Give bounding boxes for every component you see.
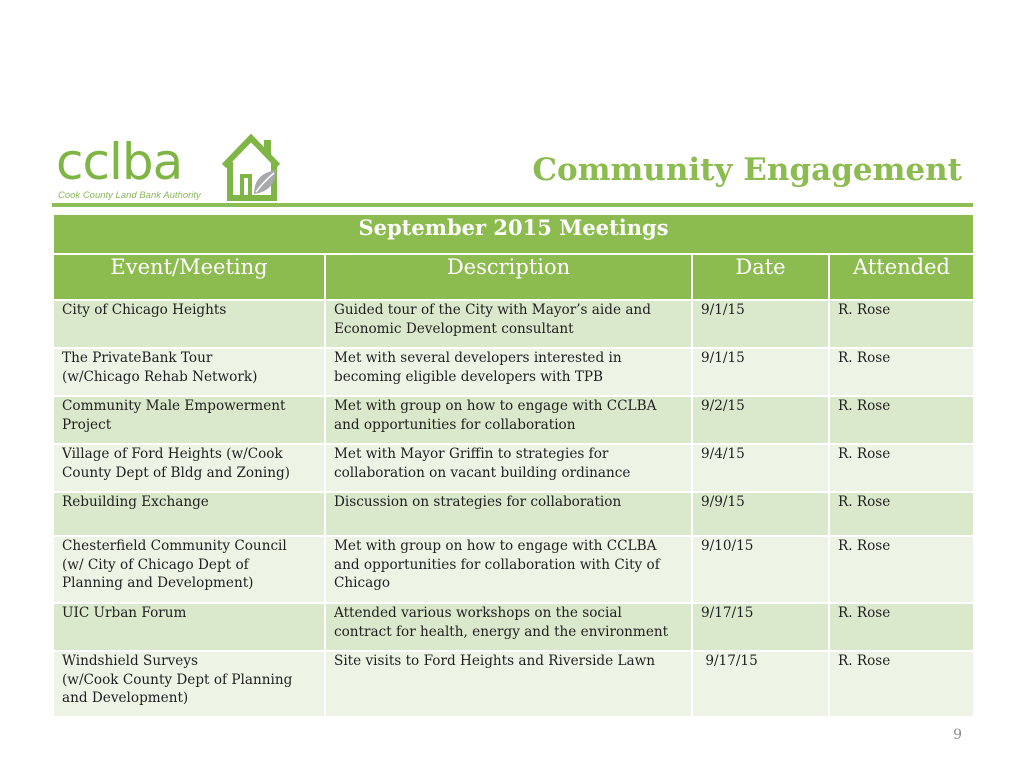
attended-cell: R. Rose [829,651,974,717]
cell-line: (w/ City of Chicago Dept of [62,556,249,573]
cell-line: Chicago [334,575,391,591]
attended-cell: R. Rose [829,536,974,603]
table-caption: September 2015 Meetings [53,214,974,254]
table-header-row [53,254,974,300]
attended-cell: R. Rose [829,396,974,444]
attended-cell: R. Rose [829,300,974,348]
title-divider [52,203,973,207]
cell-line: Chesterfield Community Council [62,538,287,554]
cell-line: Guided tour of the City with Mayor’s aide and [334,302,651,318]
cell-line: collaboration on vacant building ordinance [334,464,631,481]
cell-line: and opportunities for collaboration [334,416,576,433]
description-cell [325,651,692,717]
cell-line: and opportunities for collaboration with City of [334,556,660,573]
attended-cell: R. Rose [829,348,974,396]
table-row [53,396,974,444]
date-cell: 9/10/15 [692,536,829,603]
house-leaf-icon [220,132,282,204]
page-number: 9 [953,727,962,743]
meetings-table [52,213,975,718]
event-cell [53,492,325,536]
description-cell [325,603,692,651]
date-cell: 9/9/15 [692,492,829,536]
event-cell [53,536,325,603]
cell-line: (w/Chicago Rehab Network) [62,368,258,385]
table-row [53,300,974,348]
column-header-date: Date [692,254,829,300]
cell-line: (w/Cook County Dept of Planning [62,671,293,688]
column-header-event: Event/Meeting [53,254,325,300]
cell-line: Met with several developers interested in [334,350,622,366]
cclba-logo [56,132,282,206]
cell-line: Attended various workshops on the social [334,605,622,621]
cell-line: Site visits to Ford Heights and Riverside Lawn [334,653,656,669]
date-cell: 9/17/15 [692,651,829,717]
column-header-description: Description [325,254,692,300]
table-row [53,651,974,717]
attended-cell: R. Rose [829,492,974,536]
cell-line: City of Chicago Heights [62,302,227,318]
table-row [53,348,974,396]
table-caption-row [53,214,974,254]
attended-cell: R. Rose [829,444,974,492]
cell-line: Discussion on strategies for collaboration [334,494,622,510]
logo-subtitle: Cook County Land Bank Authority [58,190,201,201]
description-cell [325,348,692,396]
cell-line: Community Male Empowerment [62,398,286,414]
cell-line: County Dept of Bldg and Zoning) [62,464,290,481]
slide-title: Community Engagement [532,152,962,188]
cell-line: and Development) [62,690,189,706]
event-cell [53,348,325,396]
cell-line: contract for health, energy and the environment [334,623,669,640]
cell-line: Rebuilding Exchange [62,494,209,510]
event-cell [53,396,325,444]
cell-line: Met with group on how to engage with CCLBA [334,538,657,554]
cell-line: Economic Development consultant [334,320,574,337]
cell-line: Village of Ford Heights (w/Cook [62,446,283,462]
event-cell [53,651,325,717]
attended-cell: R. Rose [829,603,974,651]
cell-line: Planning and Development) [62,575,254,591]
description-cell [325,536,692,603]
logo-wordmark: cclba [56,133,183,191]
table-row [53,492,974,536]
event-cell [53,603,325,651]
description-cell [325,492,692,536]
table-row [53,444,974,492]
date-cell: 9/2/15 [692,396,829,444]
cell-line: Windshield Surveys [62,653,198,669]
description-cell [325,300,692,348]
column-header-attended: Attended [829,254,974,300]
cell-line: The PrivateBank Tour [62,350,213,366]
event-cell [53,300,325,348]
date-cell: 9/1/15 [692,300,829,348]
table-row [53,536,974,603]
date-cell: 9/1/15 [692,348,829,396]
cell-line: becoming eligible developers with TPB [334,368,604,385]
cell-line: Met with group on how to engage with CCLBA [334,398,657,414]
cell-line: Project [62,416,112,433]
event-cell [53,444,325,492]
description-cell [325,444,692,492]
date-cell: 9/17/15 [692,603,829,651]
date-cell: 9/4/15 [692,444,829,492]
description-cell [325,396,692,444]
table-row [53,603,974,651]
cell-line: UIC Urban Forum [62,605,187,621]
cell-line: Met with Mayor Griffin to strategies for [334,446,609,462]
